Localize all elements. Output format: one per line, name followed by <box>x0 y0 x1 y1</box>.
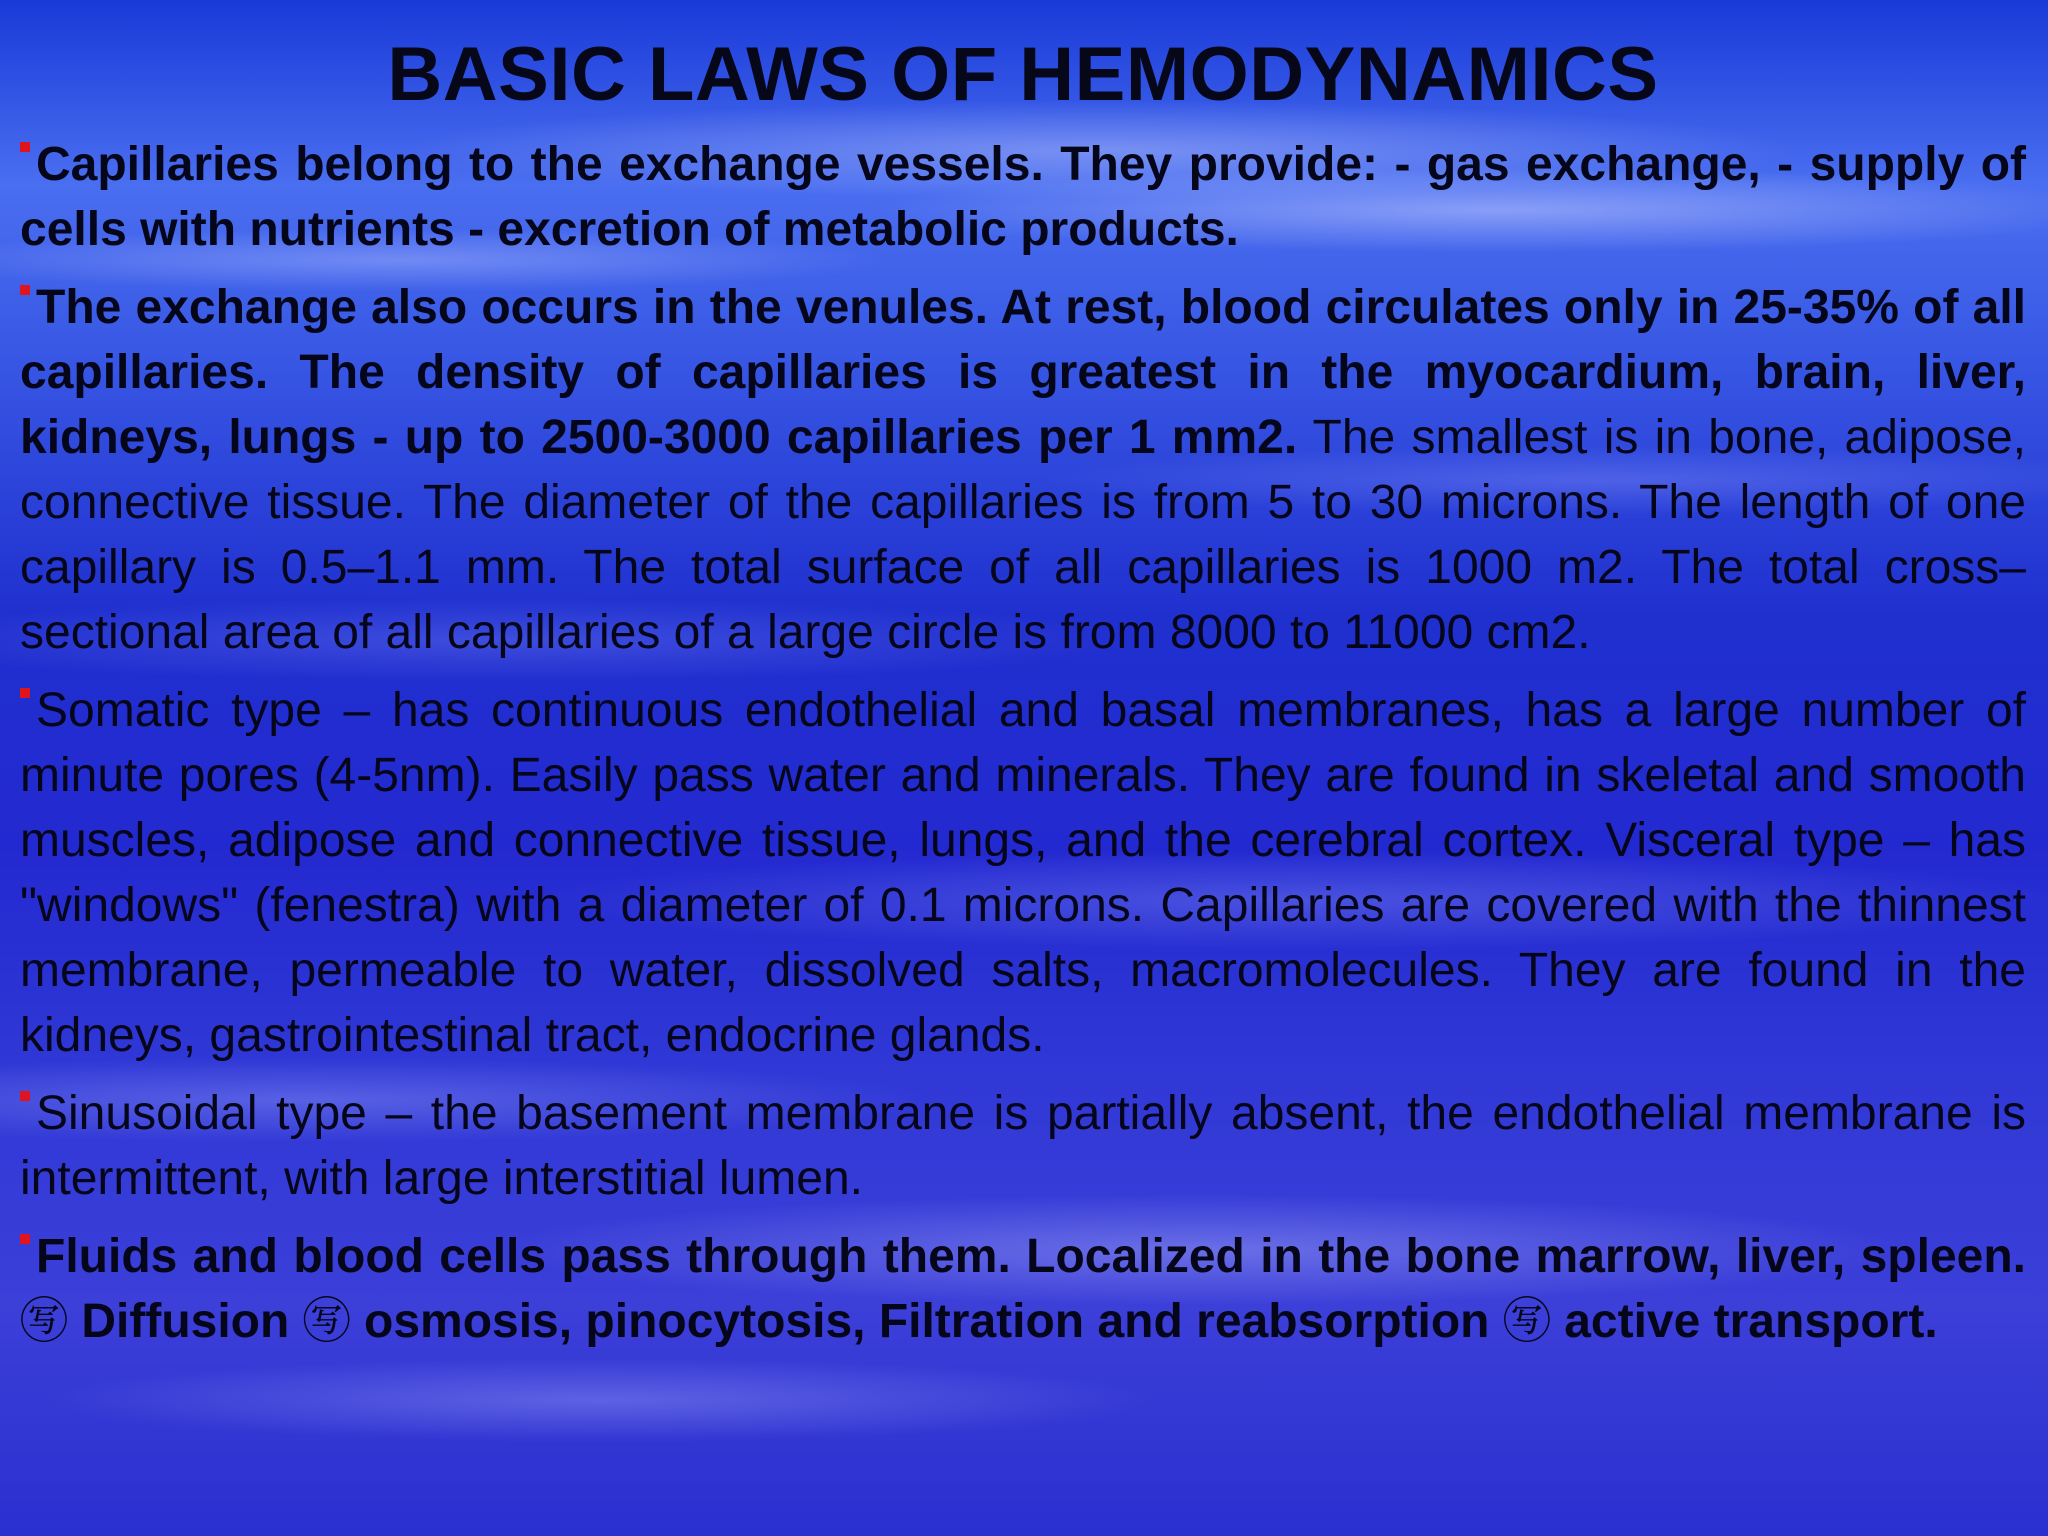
paragraph-text-bold: The exchange also occurs in the venules. At rest, blood circulates only in 25-35% of all capillaries. The density of capillaries is greatest in the myocardium, brain, liver, kidneys, lungs - up to 2500-3000 capillaries per 1 mm2. <box>20 281 2026 464</box>
circled-symbol-icon: ㊢ <box>20 1293 69 1349</box>
paragraph-text-bold: Fluids and blood cells pass through them. Localized in the bone marrow, liver, spleen. <box>36 1230 2026 1283</box>
bullet-marker <box>20 142 30 152</box>
paragraph-text: Sinusoidal type – the basement membrane is partially absent, the endothelial membrane is intermittent, with large interstitial lumen. <box>20 1087 2026 1205</box>
paragraph-capillary-functions <box>20 132 2026 262</box>
bullet-marker <box>20 285 30 295</box>
bullet-marker <box>20 1234 30 1244</box>
circled-symbol-icon: ㊢ <box>1502 1293 1551 1349</box>
paragraph-text: The smallest is in bone, adipose, connective tissue. The diameter of the capillaries is from 5 to 30 microns. The length of one capillary is 0.5–1.1 mm. The total surface of all capillaries is 1000 m2. The total cross–sectional area of all capillaries of a large circle is from 8000 to 11000 cm2. <box>20 411 2027 659</box>
slide-title: BASIC LAWS OF HEMODYNAMICS <box>387 32 1659 117</box>
paragraph-capillary-types <box>20 678 2026 1068</box>
circled-symbol-icon: ㊢ <box>302 1293 351 1349</box>
paragraph-sinusoidal-type <box>20 1081 2026 1211</box>
paragraph-text: Somatic type – has continuous endothelial and basal membranes, has a large number of minute pores (4-5nm). Easily pass water and minerals. They are found in skeletal and smooth muscles, adipose and connective tissue, lungs, and the cerebral cortex. Visceral type – has "windows" (fenestra) with a diameter of 0.1 microns. Capillaries are covered with the thinnest membrane, permeable to water, dissolved salts, macromolecules. They are found in the kidneys, gastrointestinal tract, endocrine glands. <box>20 684 2026 1062</box>
paragraph-text-bold: osmosis, pinocytosis, Filtration and reabsorption <box>350 1295 1503 1348</box>
paragraph-transport-mechanisms <box>20 1224 2026 1354</box>
paragraph-text-bold: Diffusion <box>68 1295 303 1348</box>
paragraph-capillary-density <box>20 275 2026 665</box>
paragraph-text-bold: Capillaries belong to the exchange vessels. They provide: - gas exchange, - supply of cells with nutrients - excretion of metabolic products. <box>20 138 2026 256</box>
bullet-marker <box>20 688 30 698</box>
paragraph-text-bold: active transport. <box>1550 1295 1938 1348</box>
bullet-marker <box>20 1091 30 1101</box>
